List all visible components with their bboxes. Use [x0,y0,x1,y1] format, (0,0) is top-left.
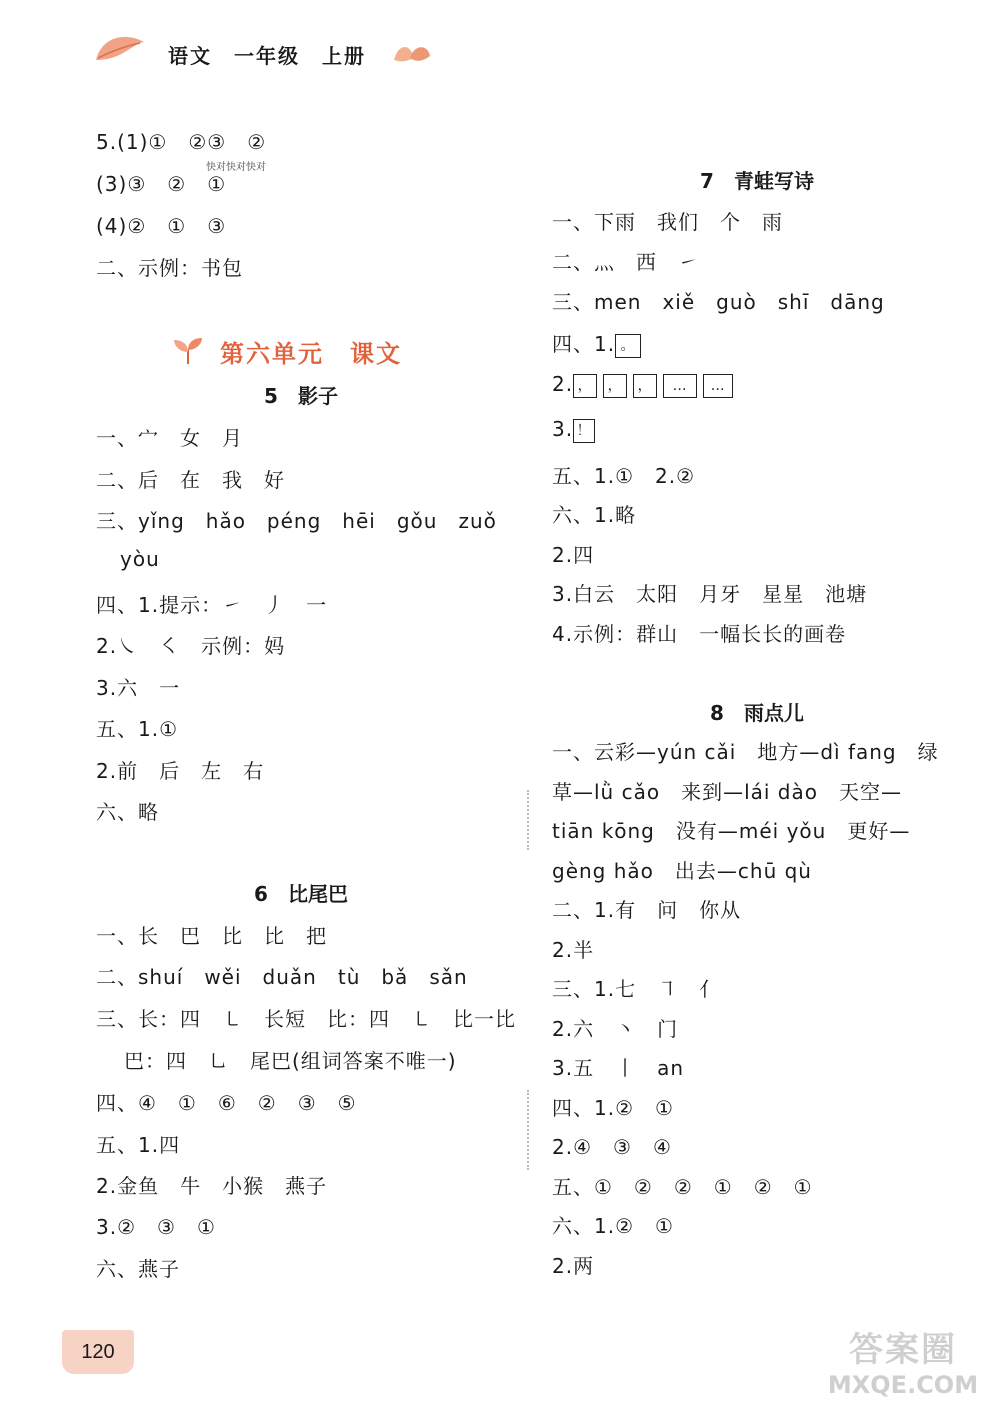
answer-line: 二、后 在 我 好 [96,468,285,492]
answer-line: 二、示例：书包 [96,256,243,280]
answer-line: yòu [120,547,160,571]
answer-line: 三、1.七 ㇕ 亻 [552,977,721,1001]
page-number: 120 [62,1330,134,1374]
answer-label: 四、1. [552,332,616,356]
answer-line: 六、略 [96,800,159,824]
column-divider [527,790,529,850]
answer-line: 5.(1)① ②③ ② [96,130,267,154]
answer-line: 3.白云 太阳 月牙 星星 池塘 [552,582,868,606]
punctuation-box: 。 [615,334,641,358]
answer-line: 五、1.四 [96,1133,181,1157]
answer-line: 六、1.略 [552,503,637,527]
answer-line: 四、1.② ① [552,1096,674,1120]
answer-line: 一、宀 女 月 [96,426,243,450]
answer-line: 2.前 后 左 右 [96,759,265,783]
answer-line: 2.六 丶 门 [552,1017,679,1041]
lesson-title: 7 青蛙写诗 [700,169,814,193]
answer-label: 2. [552,372,574,396]
answer-line: 六、1.② ① [552,1214,674,1238]
answer-line: 4.示例：群山 一幅长长的画卷 [552,622,847,646]
answer-line: 巴：四 ㇟ 尾巴(组词答案不唯一) [124,1049,457,1073]
lesson-title: 5 影子 [264,384,338,408]
leaf-decoration-icon [92,30,148,70]
lesson-title: 6 比尾巴 [254,882,348,906]
answer-line: tiān kōng 没有—méi yǒu 更好— [552,819,911,843]
answer-label: 3. [552,417,574,441]
answer-line: 2.④ ③ ④ [552,1135,672,1159]
punctuation-box: … [663,374,697,398]
unit-title: 第六单元 课文 [220,340,402,368]
answer-line: 2.金鱼 牛 小猴 燕子 [96,1174,328,1198]
answer-line: 草—lǜ cǎo 来到—lái dào 天空— [552,780,902,804]
punctuation-answer-2 [552,372,739,398]
leaf-pair-icon [392,40,432,66]
watermark-title: 答案圈 [849,1330,957,1370]
answer-line: 一、下雨 我们 个 雨 [552,210,783,234]
answer-line: 五、1.① [96,717,179,741]
punctuation-answer-1 [552,328,647,358]
watermark-url: MXQE.COM [827,1371,979,1399]
answer-line: 五、① ② ② ① ② ① [552,1175,813,1199]
answer-line: 2.两 [552,1254,595,1278]
page-header: 语文 一年级 上册 [168,44,366,68]
answer-line: (4)② ① ③ [96,214,227,238]
answer-line: 五、1.① 2.② [552,464,696,488]
column-divider [527,1090,529,1170]
lesson-title: 8 雨点儿 [710,701,804,725]
answer-line: 三、yǐng hǎo péng hēi gǒu zuǒ [96,509,497,533]
answer-line: 四、1.提示：㇀ 丿 一 [96,593,328,617]
punctuation-answer-3 [552,417,601,443]
answer-line: 四、④ ① ⑥ ② ③ ⑤ [96,1091,357,1115]
watermark-logo [818,1322,988,1402]
punctuation-box: … [703,374,733,398]
answer-line: 2.㇏ ㇛ 示例：妈 [96,634,286,658]
answer-line: gèng hǎo 出去—chū qù [552,859,812,883]
answer-line: 三、men xiě guò shī dāng [552,290,885,314]
answer-line: 3.五 丨 an [552,1056,685,1080]
answer-line: 2.四 [552,543,595,567]
answer-line: 二、shuí wěi duǎn tù bǎ sǎn [96,965,468,989]
answer-line: 2.半 [552,938,595,962]
answer-line: 二、灬 西 ㇀ [552,250,699,274]
handwriting-annotation: 快对快对快对 [206,162,266,173]
punctuation-box: ！ [573,419,595,443]
answer-line: 3.② ③ ① [96,1215,216,1239]
answer-line: 一、云彩—yún cǎi 地方—dì fang 绿 [552,740,939,764]
punctuation-box: ， [573,374,597,398]
answer-line: 3.六 一 [96,676,181,700]
punctuation-box: ， [633,374,657,398]
sprout-icon [170,336,206,366]
answer-line: (3)③ ② ① [96,172,227,196]
answer-line: 六、燕子 [96,1257,180,1281]
answer-line: 二、1.有 问 你从 [552,898,742,922]
answer-line: 三、长：四 ㇄ 长短 比：四 ㇄ 比一比 [96,1007,516,1031]
answer-line: 一、长 巴 比 比 把 [96,924,327,948]
punctuation-box: ， [603,374,627,398]
